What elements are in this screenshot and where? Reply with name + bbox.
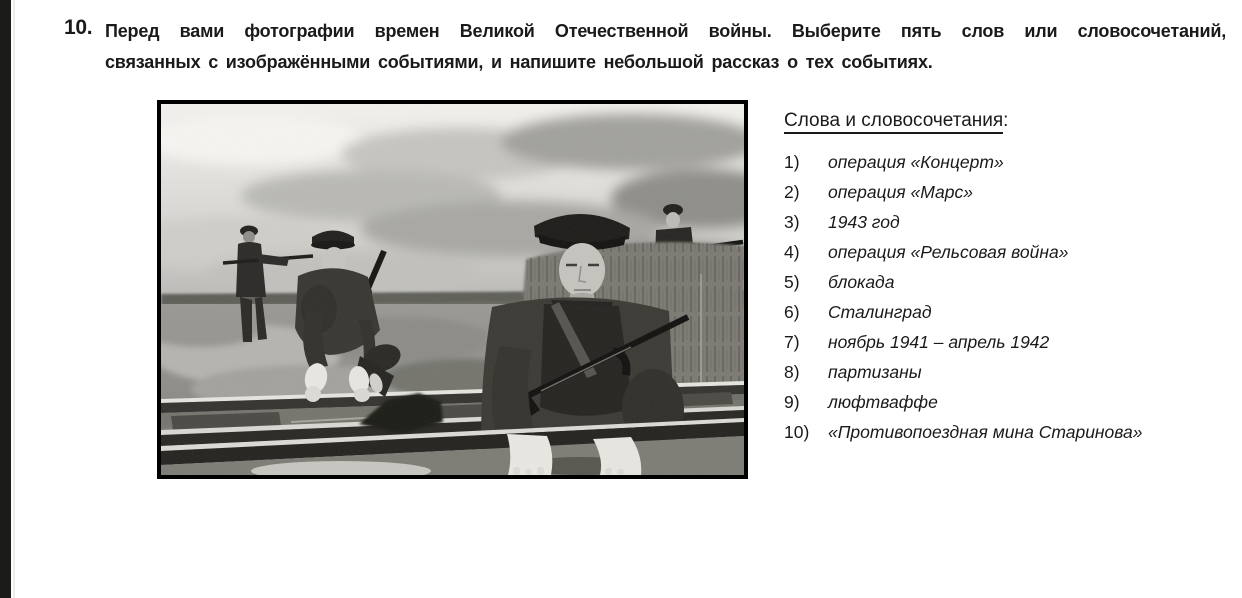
word-list-title-colon: : [1003, 110, 1009, 131]
question-number: 10. [64, 16, 93, 39]
word-list-item-text: Сталинград [828, 302, 932, 322]
word-list-item-number: 1) [784, 152, 800, 172]
word-list-item [784, 272, 1236, 302]
word-list-item [784, 152, 1236, 182]
word-list-item-text: люфтваффе [828, 392, 938, 412]
photo-frame [157, 100, 748, 479]
word-list-item-number: 5) [784, 272, 800, 292]
word-list-item-number: 4) [784, 242, 800, 262]
word-list-item-number: 2) [784, 182, 800, 202]
word-list-item-text: «Противопоездная мина Старинова» [828, 422, 1143, 442]
word-list-title-text: Слова и словосочетания [784, 110, 1003, 134]
word-list-panel [784, 110, 1236, 452]
word-list-item-number: 7) [784, 332, 800, 352]
word-list-item-number: 9) [784, 392, 800, 412]
left-divider-line [13, 0, 15, 598]
word-list-item [784, 302, 1236, 332]
word-list-item [784, 182, 1236, 212]
word-list-item-number: 3) [784, 212, 800, 232]
word-list-item [784, 242, 1236, 272]
word-list-item-number: 8) [784, 362, 800, 382]
word-list-item-text: партизаны [828, 362, 922, 382]
word-list-item-text: 1943 год [828, 212, 900, 232]
word-list [784, 152, 1236, 452]
partisans-railway-photo [161, 104, 744, 475]
word-list-item-text: операция «Марс» [828, 182, 973, 202]
word-list-item-text: операция «Рельсовая война» [828, 242, 1069, 262]
word-list-item [784, 422, 1236, 452]
word-list-item-number: 10) [784, 422, 810, 442]
photo-grain-overlay [161, 104, 744, 475]
word-list-item [784, 332, 1236, 362]
question-text [105, 16, 1226, 78]
word-list-item-text: блокада [828, 272, 895, 292]
word-list-title [784, 110, 1236, 136]
word-list-item-number: 6) [784, 302, 800, 322]
word-list-item [784, 362, 1236, 392]
word-list-item-text: ноябрь 1941 – апрель 1942 [828, 332, 1050, 352]
question-text-line2: связанных с изображёнными событиями, и напишите небольшой рассказ о тех событиях. [105, 52, 933, 72]
word-list-item-text: операция «Концерт» [828, 152, 1004, 172]
word-list-item [784, 212, 1236, 242]
question-text-line1: Перед вами фотографии времен Великой Отечественной войны. Выберите пять слов или словосочетаний, [105, 21, 1226, 41]
word-list-item [784, 392, 1236, 422]
left-edge-bar [0, 0, 11, 598]
